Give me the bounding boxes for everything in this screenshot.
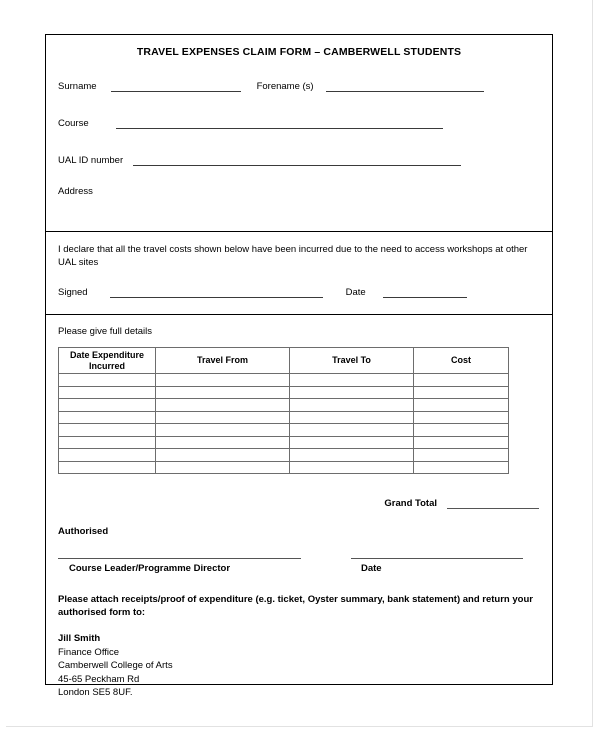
cell-travel-from[interactable] [156,436,290,449]
declaration-date-input[interactable] [383,286,467,298]
identity-section [45,34,553,232]
grand-total-label: Grand Total [384,498,437,509]
table-row [59,386,509,399]
contact-line-office: Finance Office [58,646,120,658]
column-header-travel-from: Travel From [156,348,290,374]
forename-label: Forename (s) [256,81,314,92]
cell-travel-from[interactable] [156,386,290,399]
declaration-section [45,232,553,315]
details-section [45,315,553,698]
cell-cost[interactable] [414,424,509,437]
address-label: Address [58,186,93,197]
cell-travel-from[interactable] [156,461,290,474]
column-header-travel-to: Travel To [290,348,414,374]
cell-travel-from[interactable] [156,411,290,424]
cell-travel-to[interactable] [290,436,414,449]
cell-date[interactable] [59,399,156,412]
grand-total-input[interactable] [447,498,539,509]
cell-date[interactable] [59,386,156,399]
cell-travel-to[interactable] [290,449,414,462]
cell-travel-from[interactable] [156,399,290,412]
cell-travel-from[interactable] [156,424,290,437]
address-field-row [58,186,540,198]
cell-date[interactable] [59,411,156,424]
cell-travel-to[interactable] [290,399,414,412]
authorised-date-caption: Date [361,563,382,574]
cell-travel-from[interactable] [156,449,290,462]
surname-label: Surname [58,81,97,92]
cell-travel-to[interactable] [290,386,414,399]
ual-id-input[interactable] [133,154,461,166]
expenses-table-body [59,374,509,474]
contact-line-college: Camberwell College of Arts [58,660,173,671]
cell-date[interactable] [59,461,156,474]
expenses-table [58,347,509,474]
cell-travel-to[interactable] [290,374,414,387]
declaration-date-label: Date [345,287,366,298]
contact-line-street: 45-65 Peckham Rd [58,673,140,685]
cell-cost[interactable] [414,461,509,474]
cell-cost[interactable] [414,399,509,412]
cell-cost[interactable] [414,386,509,399]
table-row [59,436,509,449]
cell-date[interactable] [59,449,156,462]
cell-cost[interactable] [414,449,509,462]
cell-cost[interactable] [414,374,509,387]
contact-line-city: London SE5 8UF. [58,687,133,698]
travel-expenses-claim-form [45,34,553,698]
course-leader-signature-block [58,558,301,574]
table-header-row [59,348,509,374]
return-address-block [58,632,540,700]
cell-date[interactable] [59,374,156,387]
contact-name: Jill Smith [58,633,101,644]
table-row [59,374,509,387]
cell-travel-to[interactable] [290,424,414,437]
ual-id-label: UAL ID number [58,155,124,166]
attach-receipts-instruction: Please attach receipts/proof of expenditure (e.g. ticket, Oyster summary, bank statement) and return your authorised form to: [58,594,533,618]
table-row [59,449,509,462]
page-title: TRAVEL EXPENSES CLAIM FORM – CAMBERWELL STUDENTS [136,46,462,58]
course-label: Course [58,118,89,129]
cell-travel-to[interactable] [290,461,414,474]
signed-label: Signed [58,287,88,298]
forename-input[interactable] [326,80,484,92]
declaration-text: I declare that all the travel costs shown below have been incurred due to the need to access workshops at other UAL sites [58,244,528,268]
table-row [59,399,509,412]
course-leader-caption: Course Leader/Programme Director [69,563,231,574]
signed-input[interactable] [110,286,323,298]
cell-cost[interactable] [414,411,509,424]
table-row [59,461,509,474]
signed-row [58,286,539,299]
surname-input[interactable] [111,80,241,92]
grand-total-row [58,498,540,509]
authorised-label: Authorised [58,526,109,537]
course-leader-signature-input[interactable] [58,558,301,559]
details-hint: Please give full details [58,326,152,337]
cell-travel-from[interactable] [156,374,290,387]
column-header-cost: Cost [414,348,509,374]
authorised-date-input[interactable] [351,558,523,559]
column-header-date: Date Expenditure Incurred [59,348,156,374]
table-row [59,424,509,437]
course-input[interactable] [116,117,443,129]
table-row [59,411,509,424]
course-field-row [58,117,540,130]
cell-date[interactable] [59,424,156,437]
authorised-date-block [351,558,523,574]
ual-id-field-row [58,154,540,167]
cell-travel-to[interactable] [290,411,414,424]
cell-date[interactable] [59,436,156,449]
authorisation-signature-row [58,558,540,574]
cell-cost[interactable] [414,436,509,449]
name-fields-row [58,80,540,93]
